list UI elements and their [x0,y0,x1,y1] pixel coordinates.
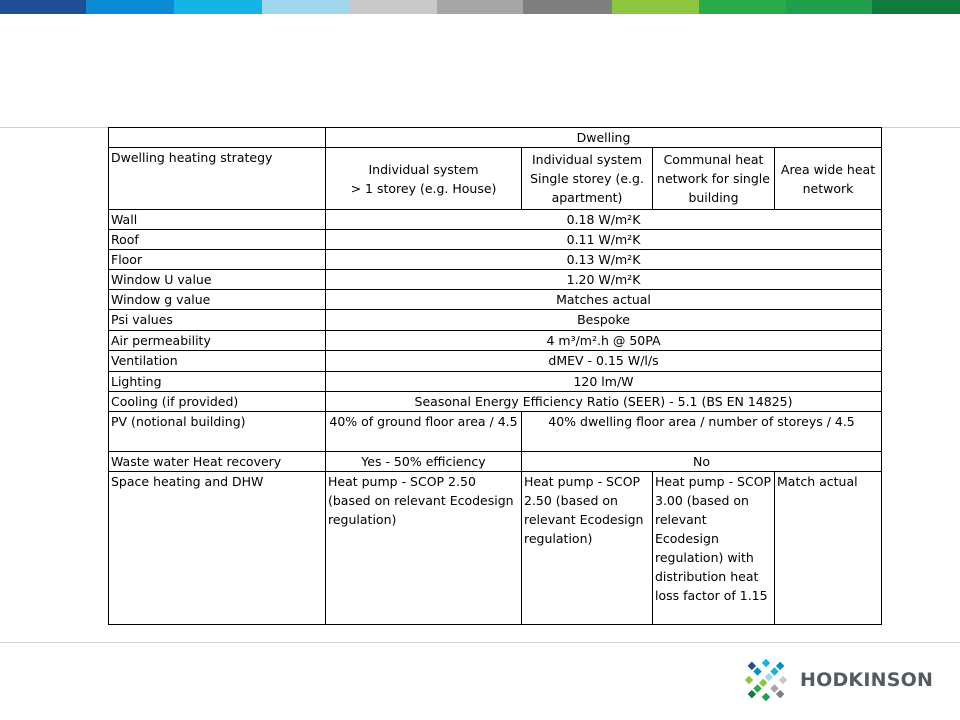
table-row [109,210,882,230]
table-row [109,310,882,331]
table-row [109,230,882,250]
wwhr-other-value: No [522,452,882,472]
brand-color-bar [0,0,960,14]
strategy-header: Individual system > 1 storey (e.g. House) [326,148,522,210]
row-label: Psi values [109,310,326,331]
color-segment [612,0,699,14]
heating-value: Heat pump - SCOP 2.50 (based on relevant Ecodesign regulation) [522,472,653,625]
row-label: Cooling (if provided) [109,392,326,412]
row-label: Ventilation [109,351,326,372]
strategy-header: Area wide heat network [775,148,882,210]
table-row [109,392,882,412]
strategy-header: Communal heat network for single building [653,148,775,210]
row-value: 0.11 W/m²K [326,230,882,250]
table-cell [109,128,326,148]
pv-other-value: 40% dwelling floor area / number of storeys / 4.5 [522,412,882,452]
color-segment [86,0,174,14]
color-segment [437,0,523,14]
row-label: PV (notional building) [109,412,326,452]
row-value: Seasonal Energy Efficiency Ratio (SEER) - 5.1 (BS EN 14825) [326,392,882,412]
row-label: Floor [109,250,326,270]
table-row [109,148,882,210]
color-segment [262,0,350,14]
heating-value: Match actual [775,472,882,625]
table-row [109,372,882,392]
row-value: 120 lm/W [326,372,882,392]
row-value: 0.18 W/m²K [326,210,882,230]
table-row [109,412,882,452]
hodkinson-logo [742,656,933,704]
logo-wordmark: HODKINSON [800,669,934,691]
color-segment [174,0,262,14]
pv-house-value: 40% of ground floor area / 4.5 [326,412,522,452]
heating-value: Heat pump - SCOP 2.50 (based on relevant Ecodesign regulation) [326,472,522,625]
table-row [109,290,882,310]
color-segment [699,0,786,14]
row-value: Bespoke [326,310,882,331]
color-segment [523,0,612,14]
row-label: Wall [109,210,326,230]
row-label: Air permeability [109,331,326,351]
strategy-header: Individual system Single storey (e.g. apartment) [522,148,653,210]
row-label: Roof [109,230,326,250]
row-label: Lighting [109,372,326,392]
row-value: 4 m³/m².h @ 50PA [326,331,882,351]
row-value: 0.13 W/m²K [326,250,882,270]
logo-mark-icon [742,656,790,704]
row-label: Window U value [109,270,326,290]
table-row [109,331,882,351]
color-segment [786,0,872,14]
row-value: Matches actual [326,290,882,310]
row-value: 1.20 W/m²K [326,270,882,290]
row-label: Waste water Heat recovery [109,452,326,472]
dwelling-header: Dwelling [326,128,882,148]
row-label: Dwelling heating strategy [109,148,326,210]
color-segment [872,0,960,14]
row-label: Space heating and DHW [109,472,326,625]
wwhr-house-value: Yes - 50% efficiency [326,452,522,472]
row-value: dMEV - 0.15 W/l/s [326,351,882,372]
table-row [109,452,882,472]
table-row [109,472,882,625]
table-row [109,270,882,290]
footer-divider [0,642,960,643]
table-row [109,128,882,148]
heating-value: Heat pump - SCOP 3.00 (based on relevant Ecodesign regulation) with distribution heat loss factor of 1.15 [653,472,775,625]
color-segment [0,0,86,14]
row-label: Window g value [109,290,326,310]
table-row [109,250,882,270]
table-row [109,351,882,372]
notional-dwelling-spec-table [108,127,882,625]
color-segment [350,0,437,14]
